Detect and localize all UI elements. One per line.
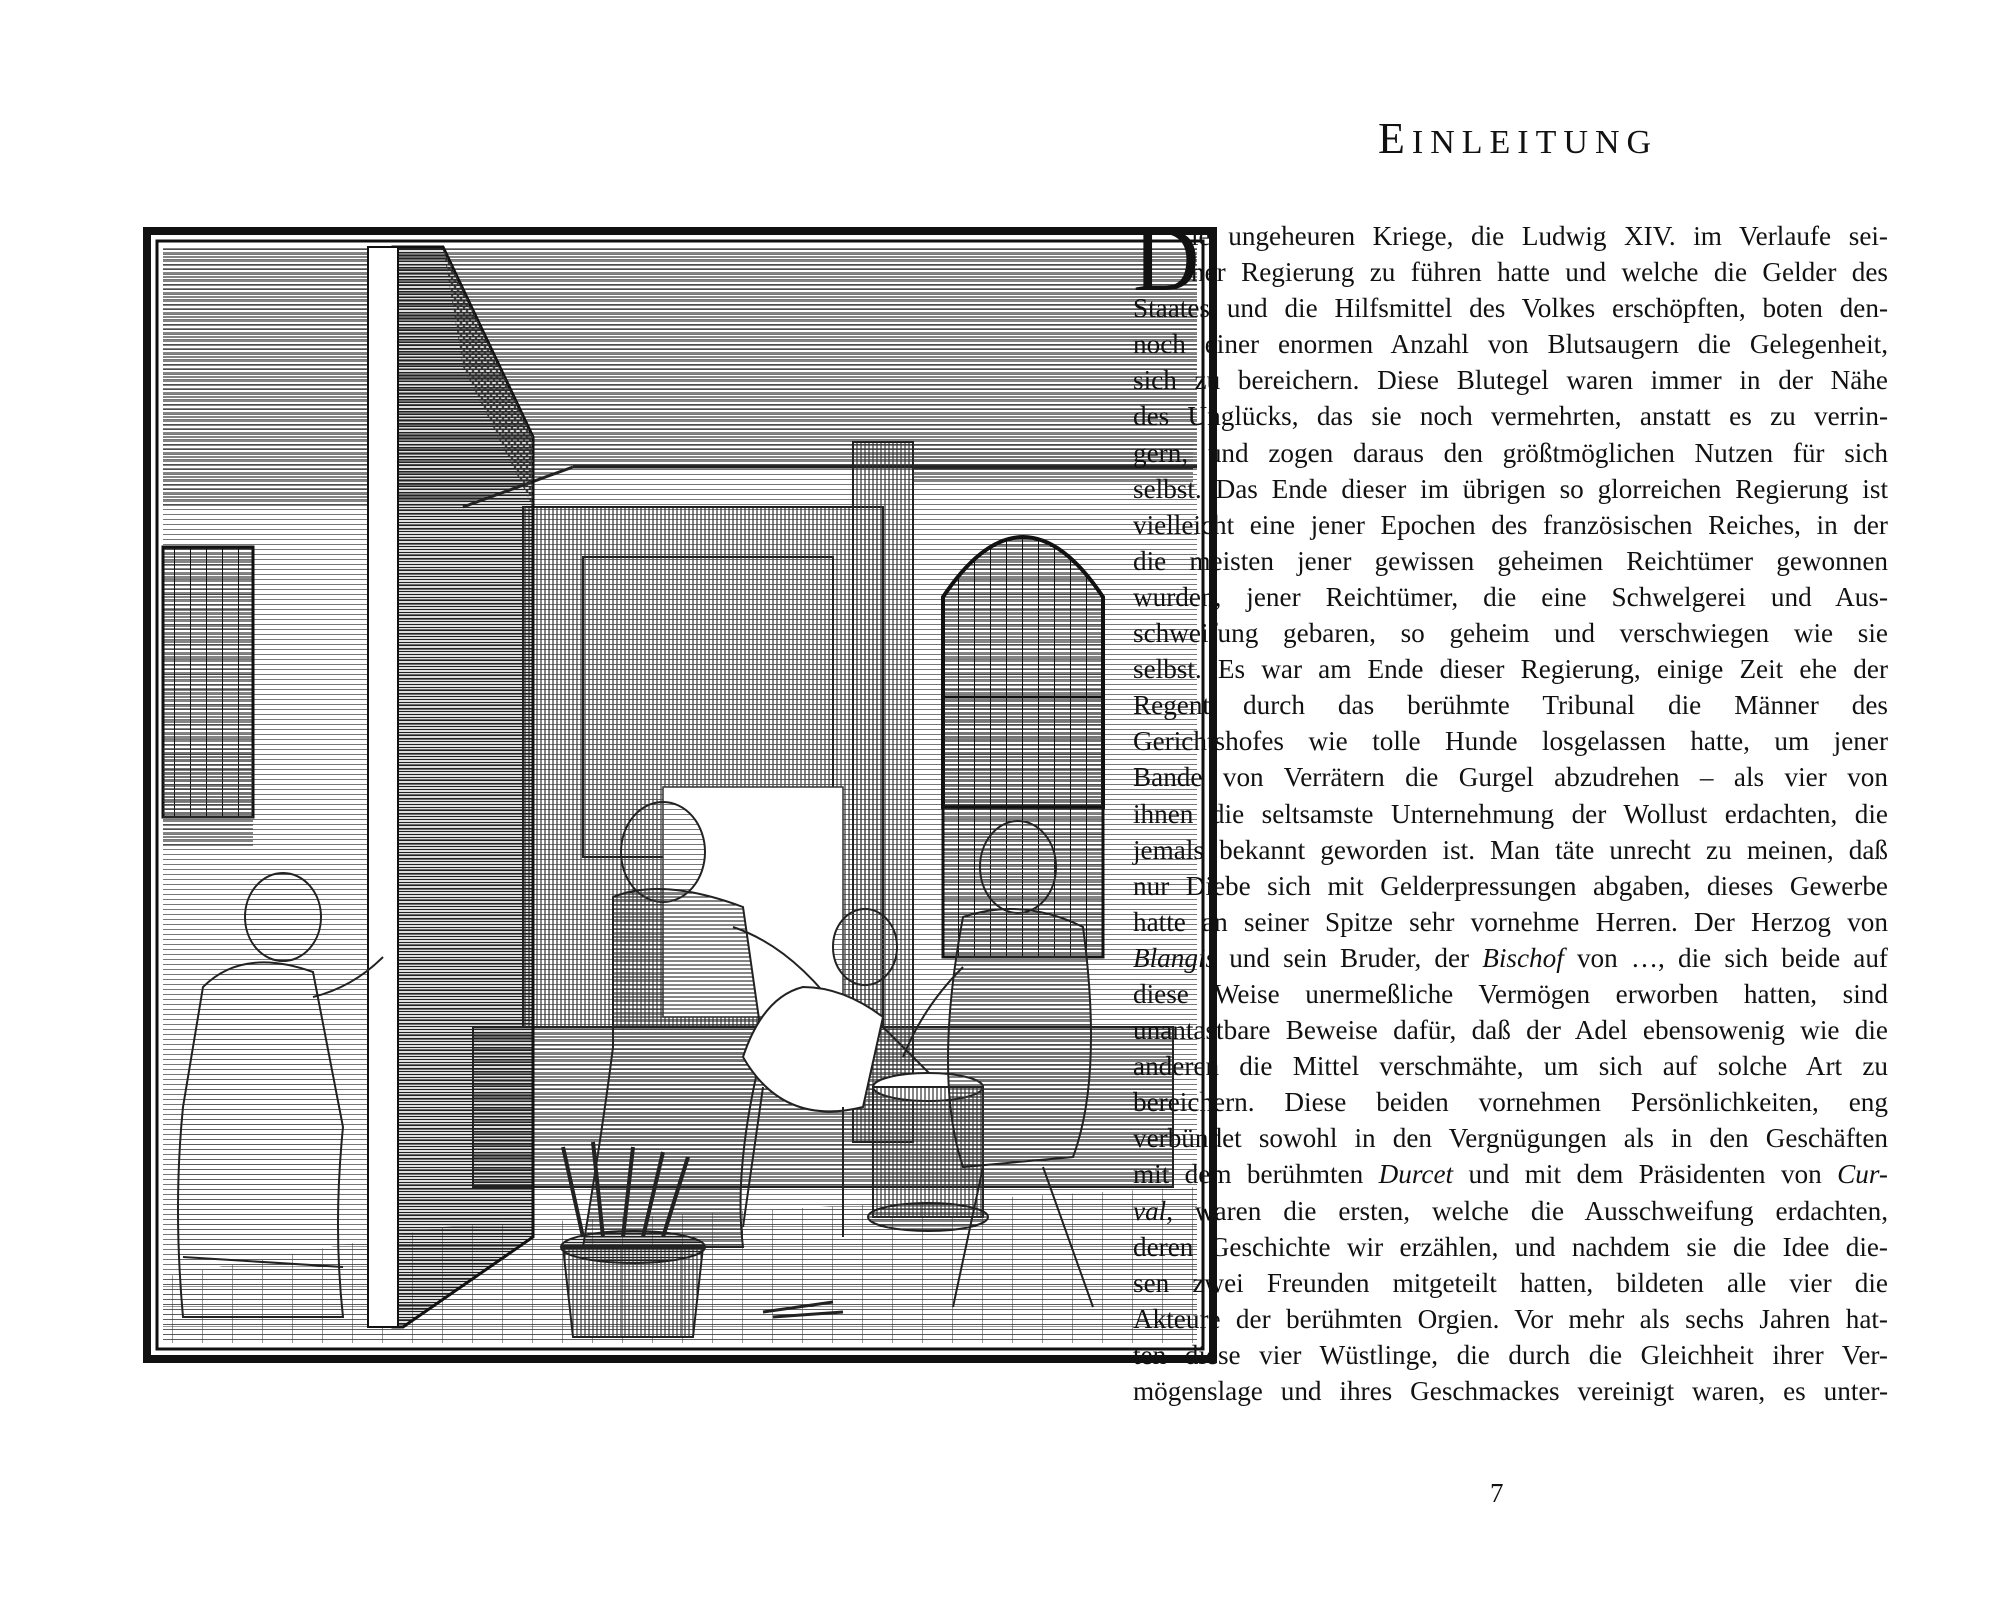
text-line xyxy=(1133,1193,1888,1229)
text-line: Bande von Verrätern die Gurgel abzudrehen – als vier von xyxy=(1133,762,1888,793)
text-line: bereichern. Diese beiden vornehmen Persönlichkeiten, eng xyxy=(1133,1087,1888,1118)
text-line: vielleicht eine jener Epochen des französischen Reiches, in der xyxy=(1133,509,1888,540)
text-line: nur Diebe sich mit Gelderpressungen abgaben, dieses Gewerbe xyxy=(1133,870,1888,901)
text-line: sen zwei Freunden mitgeteilt hatten, bildeten alle vier die xyxy=(1133,1267,1888,1298)
text-line: Staates und die Hilfsmittel des Volkes erschöpften, boten den- xyxy=(1133,293,1888,324)
text-line: Akteure der berühmten Orgien. Vor mehr als sechs Jahren hat- xyxy=(1133,1303,1888,1334)
text-line: mögenslage und ihres Geschmackes vereinigt waren, es unter- xyxy=(1133,1376,1888,1406)
page-number: 7 xyxy=(1490,1478,1504,1508)
text-line: ie ungeheuren Kriege, die Ludwig XIV. im Verlaufe sei- xyxy=(1191,221,1888,251)
text-line: jemals bekannt geworden ist. Man täte unrecht zu meinen, daß xyxy=(1133,834,1888,865)
italic-name: Bischof xyxy=(1482,942,1564,973)
italic-name: Durcet xyxy=(1378,1159,1454,1190)
text-line: noch einer enormen Anzahl von Blutsaugern die Gelegenheit, xyxy=(1133,329,1888,360)
drop-cap: D xyxy=(1133,208,1200,310)
text-fragment: und mit dem Präsidenten von xyxy=(1453,1159,1838,1190)
italic-name: Blangis xyxy=(1133,942,1217,973)
text-line xyxy=(1133,1156,1888,1192)
text-line: des Unglücks, das sie noch vermehrten, anstatt es zu verrin- xyxy=(1133,401,1888,432)
text-line: anderen die Mittel verschmähte, um sich auf solche Art zu xyxy=(1133,1051,1888,1082)
text-line: unantastbare Beweise dafür, daß der Adel ebensowenig wie die xyxy=(1133,1015,1888,1046)
text-line: Gerichtshofes wie tolle Hunde losgelassen hatte, um jener xyxy=(1133,726,1888,757)
chapter-title: EINLEITUNG xyxy=(1378,114,1659,163)
text-line: schweifung gebaren, so geheim und verschwiegen wie sie xyxy=(1133,618,1888,649)
text-fragment: und sein Bruder, der xyxy=(1216,942,1483,973)
text-line: selbst. Das Ende dieser im übrigen so glorreichen Regierung ist xyxy=(1133,473,1888,504)
text-line: wurden, jener Reichtümer, die eine Schwelgerei und Aus- xyxy=(1133,581,1888,612)
text-line: Regent durch das berühmte Tribunal die Männer des xyxy=(1133,690,1888,721)
text-line: ten diese vier Wüstlinge, die durch die Gleichheit ihrer Ver- xyxy=(1133,1339,1888,1370)
italic-name: Cur- xyxy=(1837,1159,1888,1190)
text-line: selbst. Es war am Ende dieser Regierung, einige Zeit ehe der xyxy=(1133,654,1888,685)
text-line: sich zu bereichern. Diese Blutegel waren immer in der Nähe xyxy=(1133,365,1888,396)
text-line xyxy=(1133,940,1888,976)
text-line: die meisten jener gewissen geheimen Reichtümer gewonnen xyxy=(1133,545,1888,576)
text-fragment: mit dem berühmten xyxy=(1133,1159,1379,1190)
text-line: hatte an seiner Spitze sehr vornehme Herren. Der Herzog von xyxy=(1133,906,1888,937)
text-line: deren Geschichte wir erzählen, und nachdem sie die Idee die- xyxy=(1133,1231,1888,1262)
italic-name: val xyxy=(1133,1195,1167,1226)
text-fragment: von …, die sich beide auf xyxy=(1563,942,1888,973)
text-line: ihnen die seltsamste Unternehmung der Wollust erdachten, die xyxy=(1133,798,1888,829)
text-line: diese Weise unermeßliche Vermögen erworben hatten, sind xyxy=(1133,978,1888,1009)
body-text xyxy=(1133,208,1888,1409)
text-line: gern, und zogen daraus den größtmöglichen Nutzen für sich xyxy=(1133,437,1888,468)
text-line: ner Regierung zu führen hatte und welche die Gelder des xyxy=(1191,257,1888,288)
text-line: verbündet sowohl in den Vergnügungen als in den Geschäften xyxy=(1133,1123,1888,1154)
text-fragment: , waren die ersten, welche die Ausschweifung erdachten, xyxy=(1166,1195,1888,1226)
